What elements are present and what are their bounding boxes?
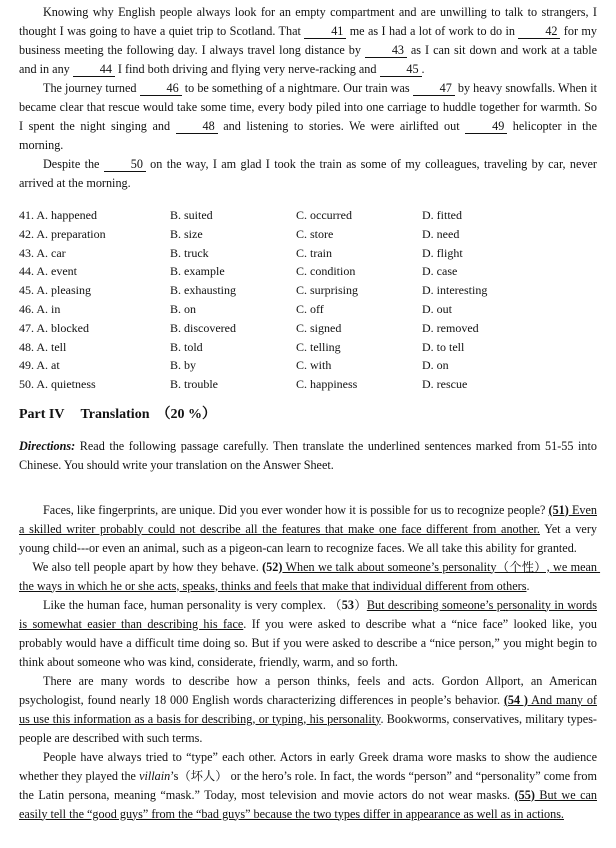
cloze-text: and listening to stories. We were airlifted out	[217, 119, 466, 133]
option-a: 49. A. at	[19, 358, 60, 373]
passage-paragraph-3	[19, 596, 597, 672]
option-b: B. exhausting	[170, 283, 236, 298]
option-a: 47. A. blocked	[19, 320, 89, 335]
option-b: B. told	[170, 339, 203, 354]
option-d: D. rescue	[422, 377, 468, 392]
option-a: 43. A. car	[19, 245, 66, 260]
passage-text: .	[526, 578, 530, 593]
option-a: 41. A. happened	[19, 208, 97, 222]
option-b: B. suited	[170, 208, 213, 222]
option-c: C. train	[296, 245, 332, 260]
passage-text: Faces, like fingerprints, are unique. Did you ever wonder how it is possible for us to recognize people?	[43, 502, 549, 517]
option-c: C. happiness	[296, 377, 358, 392]
underlined-sentence: (55)	[514, 787, 535, 802]
cloze-text: me as I had a lot of work to do in	[346, 24, 519, 38]
underlined-sentence: (54 )	[503, 692, 528, 707]
passage-text: ）	[353, 597, 367, 612]
cloze-blank-46: 46	[140, 82, 182, 96]
cloze-blank-47: 47	[413, 82, 455, 96]
part-label: Part IV	[19, 406, 65, 422]
cloze-blank-48: 48	[176, 120, 218, 134]
option-row-42	[19, 225, 597, 244]
underlined-sentence: Even a skilled writer probably could not describe all the features that make one face different from another.	[19, 502, 597, 536]
sentence-number: (52)	[262, 559, 283, 574]
cloze-text: Despite the	[43, 157, 104, 171]
option-row-50	[19, 375, 597, 394]
cloze-text: to be something of a nightmare. Our train was	[181, 81, 413, 95]
cloze-text: as I can sit down and work at a table and in any	[19, 43, 597, 76]
passage-text: ’s（坏人） or the hero’s role. In fact, the words “person” and “personality” come from the Latin persona, meaning “mask.” Today, most television and movie actors do not wear masks.	[19, 768, 597, 802]
cloze-text: .	[421, 62, 425, 76]
passage-paragraph-1	[19, 501, 597, 558]
option-a: 50. A. quietness	[19, 377, 96, 392]
option-d: D. out	[422, 301, 452, 316]
translation-passage	[19, 501, 601, 824]
cloze-blank-42: 42	[518, 25, 560, 39]
option-row-46	[19, 300, 597, 319]
option-d: D. interesting	[422, 283, 488, 298]
passage-text: Like the human face, human personality is very complex. （	[43, 597, 342, 612]
cloze-paragraph-2	[19, 79, 597, 155]
option-a: 44. A. event	[19, 264, 77, 279]
cloze-text: on the way, I am glad I took the train as some of my colleagues, traveling by car, never arrived at the morning.	[19, 157, 597, 190]
underlined-sentence: And many of us use this information as a basis for describing, or typing, his personality	[19, 692, 597, 726]
passage-paragraph-4	[19, 672, 597, 748]
option-d: D. removed	[422, 320, 479, 335]
option-d: D. need	[422, 226, 460, 241]
option-a: 46. A. in	[19, 301, 61, 316]
option-c: C. off	[296, 301, 324, 316]
option-d: D. to tell	[422, 339, 465, 354]
option-c: C. signed	[296, 320, 342, 335]
cloze-paragraph-1	[19, 3, 597, 79]
answer-options	[19, 206, 597, 394]
section-heading	[19, 405, 597, 425]
option-d: D. flight	[422, 245, 463, 260]
option-row-45	[19, 281, 597, 300]
underlined-sentence: (51)	[548, 502, 569, 517]
option-d: D. on	[422, 358, 449, 373]
passage-text: There are many words to describe how a person thinks, feels and acts. Gordon Allport, an American psychologist, found nearly 18 000 English words characterizing differences in people’s behavior.	[19, 673, 597, 707]
option-row-44	[19, 262, 597, 281]
passage-text: . If you were asked to describe what a “nice face” looked like, you probably would have a difficult time doing so. But if you were asked to describe a “nice person,” you might begin to think about someone who was kind, considerate, friendly, warm, and so forth.	[19, 616, 597, 669]
cloze-blank-49: 49	[465, 120, 507, 134]
passage-paragraph-5	[19, 748, 597, 824]
option-c: C. surprising	[296, 283, 359, 298]
option-a: 42. A. preparation	[19, 226, 106, 241]
cloze-text: helicopter in the morning.	[19, 119, 597, 152]
sentence-number: 53	[341, 597, 354, 612]
option-c: C. condition	[296, 264, 356, 279]
cloze-paragraph-3	[19, 155, 597, 193]
cloze-blank-43: 43	[365, 44, 407, 58]
passage-paragraph-2	[19, 558, 601, 596]
option-b: B. trouble	[170, 377, 218, 392]
passage-text: We also tell people apart by how they behave.	[19, 559, 263, 574]
cloze-blank-45: 45	[380, 63, 422, 77]
option-d: D. fitted	[422, 208, 462, 222]
option-row-47	[19, 319, 597, 338]
passage-text: Yet a very young child---or even an animal, such as a pigeon-can learn to recognize faces. We all take this ability for granted.	[19, 521, 597, 555]
option-c: C. store	[296, 226, 334, 241]
cloze-text: The journey turned	[43, 81, 140, 95]
option-b: B. discovered	[170, 320, 236, 335]
part-percent: （20 %）	[156, 406, 216, 422]
part-title: Translation	[80, 406, 150, 422]
cloze-text: by heavy snowfalls. When it became clear that rescue would take some time, every body piled into one carriage to huddle together for warmth. So I spent the night singing and	[19, 81, 597, 133]
underlined-sentence: But describing someone’s personality in words is somewhat easier than describing his face	[19, 597, 597, 631]
option-row-48	[19, 338, 597, 357]
option-a: 45. A. pleasing	[19, 283, 91, 298]
directions-label: Directions:	[19, 438, 76, 453]
option-b: B. example	[170, 264, 225, 279]
option-b: B. on	[170, 301, 197, 316]
option-b: B. truck	[170, 245, 209, 260]
option-d: D. case	[422, 264, 458, 279]
cloze-blank-50: 50	[104, 158, 146, 172]
option-row-41	[19, 206, 597, 225]
option-a: 48. A. tell	[19, 339, 67, 354]
cloze-text: for my business meeting the following day. I always travel long distance by	[19, 24, 597, 57]
option-b: B. by	[170, 358, 197, 373]
passage-text: . Bookworms, conservatives, military types-people are described with such terms.	[19, 711, 597, 745]
option-row-49	[19, 356, 597, 375]
option-row-43	[19, 244, 597, 263]
directions-text: Read the following passage carefully. Then translate the underlined sentences marked from 51-55 into Chinese. You should write your translation on the Answer Sheet.	[19, 438, 597, 472]
cloze-text: I find both driving and flying very nerve-racking and	[114, 62, 380, 76]
cloze-text: Knowing why English people always look for an empty compartment and are unwilling to talk to strangers, I thought I was going to have a quiet trip to Scotland. That	[19, 5, 597, 38]
cloze-passage	[19, 3, 597, 193]
underlined-sentence: When we talk about someone’s personality（个性）, we mean the ways in which he or she acts, speaks, thinks and feels that make that individual different from others	[19, 559, 601, 593]
passage-text: People have always tried to “type” each other. Actors in early Greek drama wore masks to show the audience whether they played the	[19, 749, 597, 783]
option-c: C. telling	[296, 339, 341, 354]
cloze-blank-41: 41	[304, 25, 346, 39]
option-c: C. occurred	[296, 208, 352, 222]
directions	[19, 437, 597, 475]
underlined-sentence: But we can easily tell the “good guys” from the “bad guys” because the two types differ in appearance as well as in actions.	[19, 787, 598, 821]
option-c: C. with	[296, 358, 332, 373]
option-b: B. size	[170, 226, 203, 241]
cloze-blank-44: 44	[73, 63, 115, 77]
passage-text: villain	[139, 768, 171, 783]
